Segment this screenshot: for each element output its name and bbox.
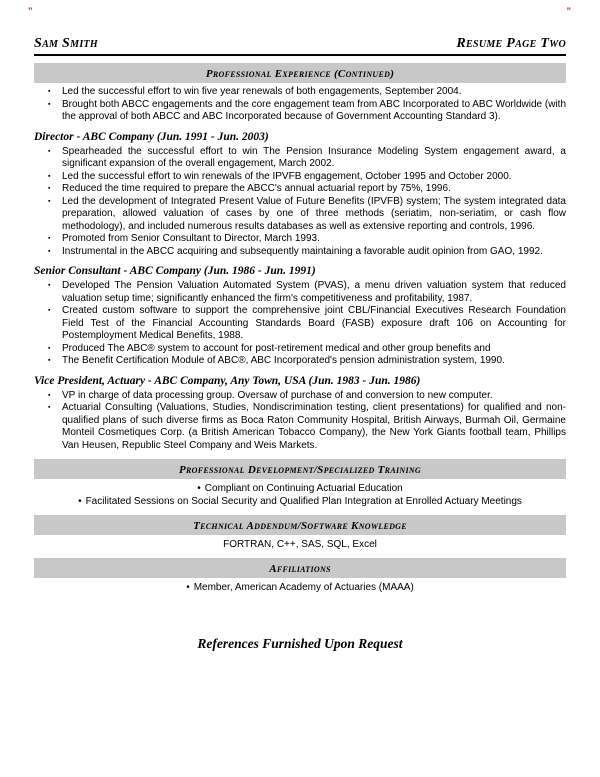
bullet-text: The Benefit Certification Module of ABC®, ABC Incorporated's pension administration system, 1990. (62, 355, 505, 366)
section-header-experience (34, 63, 566, 83)
square-bullet-icon: ▪ (48, 100, 51, 108)
technical-skills: FORTRAN, C++, SAS, SQL, Excel (223, 539, 377, 550)
list-item (34, 343, 566, 356)
page-label: Resume Page Two (456, 36, 566, 51)
list-item (34, 233, 566, 246)
section-title: Professional Experience (Continued) (205, 68, 395, 80)
list-item (34, 355, 566, 368)
list-item (34, 390, 566, 403)
job-heading: Director - ABC Company (Jun. 1991 - Jun. 2003) (34, 130, 269, 143)
item-text: Compliant on Continuing Actuarial Education (204, 483, 403, 494)
section-header-technical (34, 515, 566, 535)
list-item (34, 402, 566, 452)
job-heading: Senior Consultant - ABC Company (Jun. 1986 - Jun. 1991) (34, 265, 316, 277)
square-bullet-icon: ▪ (48, 172, 51, 180)
dot-bullet-icon: • (186, 582, 190, 593)
corner-mark-right: ” (566, 6, 572, 16)
item-text: Member, American Academy of Actuaries (MAAA) (193, 582, 414, 593)
bullet-text: Produced The ABC® system to account for post-retirement medical and other group benefits and (62, 342, 491, 354)
square-bullet-icon: ▪ (48, 307, 51, 314)
square-bullet-icon: ▪ (48, 197, 51, 205)
square-bullet-icon: ▪ (48, 391, 51, 399)
square-bullet-icon: ▪ (48, 404, 51, 411)
bullet-text: Led the development of Integrated Present Value of Future Benefits (IPVFB) system; The system integrated data preparation, allowed valuation of cases by one of three methods (seriatim, non-seriatim, or cash flow methodology), and included numerous results databases as well as extensive reporting and controls, 1996. (62, 195, 566, 232)
square-bullet-icon: ▪ (48, 185, 51, 192)
square-bullet-icon: ▪ (48, 147, 51, 155)
bullet-text: Spearheaded the successful effort to win The Pension Insurance Modeling System engagement award, a significant expansion of the overall engagement, March 2002. (62, 145, 566, 169)
job-director (34, 131, 566, 259)
experience-intro-list (34, 86, 566, 124)
item-text: Facilitated Sessions on Social Security and Qualified Plan Integration at Enrolled Actuary Meetings (85, 496, 522, 507)
development-list (34, 482, 566, 508)
section-header-affiliations (34, 558, 566, 578)
page-header (34, 36, 566, 56)
list-item (34, 196, 566, 234)
list-item (34, 99, 566, 124)
bullet-text: Led the successful effort to win five year renewals of both engagements, September 2004. (62, 86, 462, 97)
square-bullet-icon: ▪ (48, 282, 51, 289)
bullet-text: VP in charge of data processing group. Oversaw of purchase of and conversion to new computer. (62, 389, 493, 401)
square-bullet-icon: ▪ (48, 357, 51, 364)
bullet-text: Instrumental in the ABCC acquiring and subsequently maintaining a favorable audit opinion from GAO, 1992. (62, 245, 543, 257)
section-title: Professional Development/Specialized Training (178, 464, 422, 476)
job-heading: Vice President, Actuary - ABC Company, Any Town, USA (Jun. 1983 - Jun. 1986) (34, 374, 421, 387)
job-bullet-list (34, 390, 566, 453)
list-item (34, 146, 566, 171)
list-item (34, 183, 566, 196)
list-item (34, 246, 566, 259)
job-senior-consultant (34, 265, 566, 368)
dot-bullet-icon: • (78, 496, 82, 507)
section-header-development (34, 459, 566, 479)
bullet-text: Developed The Pension Valuation Automated System (PVAS), a menu driven valuation system that reduced valuation setup time; significantly enhanced the firm's competitiveness and profitability, 1987. (62, 280, 566, 304)
section-title: Affiliations (269, 563, 331, 575)
bullet-text: Created custom software to support the comprehensive joint CBL/Financial Executives Research Foundation Field Test of the Financial Accounting Standards Board (FASB) exposure draft 106 on Accounting for Postemployment Medical Benefits, 1988. (62, 305, 566, 341)
dot-bullet-icon: • (197, 483, 201, 494)
list-item (34, 280, 566, 305)
job-bullet-list (34, 280, 566, 368)
list-item (34, 305, 566, 343)
section-title: Technical Addendum/Software Knowledge (193, 520, 407, 532)
list-item (34, 86, 566, 99)
bullet-text: Brought both ABCC engagements and the core engagement team from ABC Incorporated to ABC Worldwide (with the approval of both ABCC and ABC Incorporated because of Government Accounting Standard 3). (62, 98, 566, 122)
bullet-text: Led the successful effort to win renewals of the IPVFB engagement, October 1995 and October 2000. (62, 170, 512, 182)
list-item (34, 171, 566, 184)
job-bullet-list (34, 146, 566, 259)
bullet-text: Promoted from Senior Consultant to Director, March 1993. (62, 233, 320, 244)
square-bullet-icon: ▪ (48, 344, 51, 352)
bullet-text: Reduced the time required to prepare the ABCC's annual actuarial report by 75%, 1996. (62, 183, 451, 194)
square-bullet-icon: ▪ (48, 247, 51, 255)
bullet-text: Actuarial Consulting (Valuations, Studies, Nondiscrimination testing, client presentations) for qualified and non-qualified plans of such diverse firms as Boca Raton Community Hospital, British Airways, Burmah Oil, Germaine Monteil Cosmetiques Corp. (a British American Tobacco Company), the New York Giants football team, Phillips Van Heusen, Republic Steel Company and Weis Markets. (62, 402, 566, 451)
references-note: References Furnished Upon Request (197, 636, 403, 651)
person-name: Sam Smith (34, 36, 99, 51)
affiliations-list (34, 581, 566, 594)
job-vice-president (34, 375, 566, 453)
square-bullet-icon: ▪ (48, 235, 51, 242)
technical-list (34, 538, 566, 551)
square-bullet-icon: ▪ (48, 88, 51, 95)
list-item (34, 495, 566, 508)
list-item (34, 581, 566, 594)
corner-mark-left: ” (28, 6, 34, 16)
list-item (34, 482, 566, 495)
